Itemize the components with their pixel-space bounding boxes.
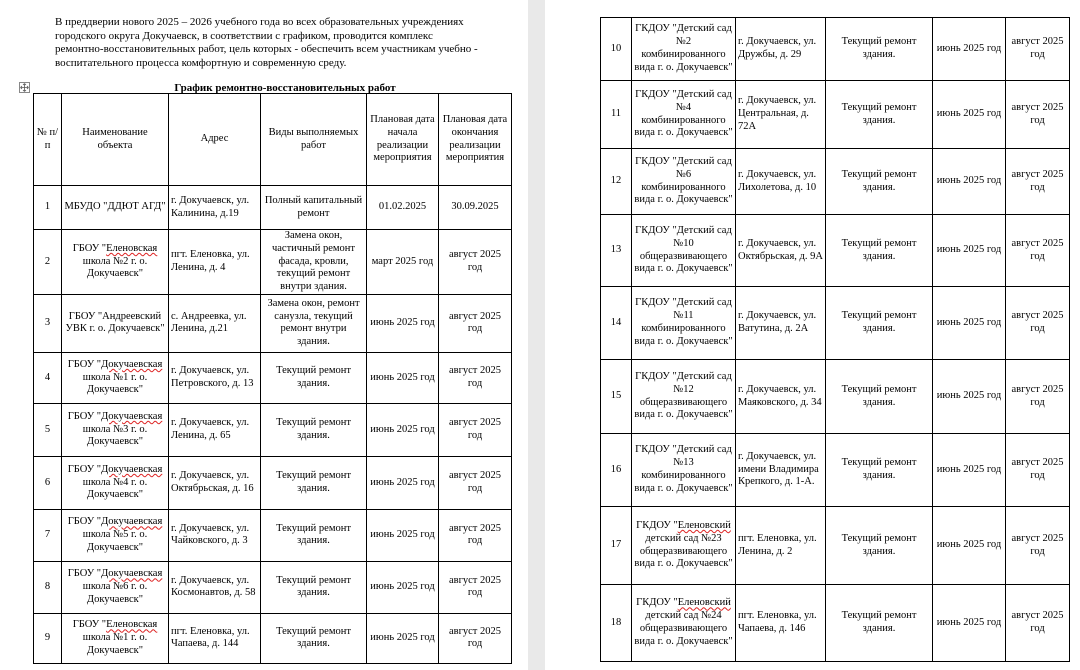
row-end: 30.09.2025 — [439, 186, 512, 230]
row-works: Текущий ремонт здания. — [261, 403, 367, 456]
row-name: ГБОУ "Докучаевская школа №5 г. о. Докучаевск" — [62, 509, 169, 561]
row-works: Замена окон, частичный ремонт фасада, кровли, текущий ремонт внутри здания. — [261, 230, 367, 295]
intro-paragraph — [55, 16, 505, 70]
row-address: г. Докучаевск, ул. Ватутина, д. 2А — [736, 287, 826, 360]
row-num: 4 — [34, 352, 62, 403]
spellcheck-underline: Еленовская — [106, 242, 158, 254]
table-row — [601, 149, 1070, 215]
row-start: июнь 2025 год — [933, 149, 1006, 215]
spellcheck-underline: Докучаевская — [101, 410, 163, 422]
row-end: август 2025 год — [439, 294, 512, 352]
row-end: август 2025 год — [439, 230, 512, 295]
header-address: Адрес — [169, 94, 261, 186]
intro-line: ремонтно-восстановительных работ, цель которых - обеспечить всем участникам учебно - — [55, 43, 478, 56]
row-end: август 2025 год — [1006, 360, 1070, 434]
table-row — [34, 403, 512, 456]
row-address: пгт. Еленовка, ул. Ленина, д. 2 — [736, 507, 826, 585]
row-num: 13 — [601, 215, 632, 287]
table-row — [601, 215, 1070, 287]
row-name: ГКДОУ "Еленовский детский сад №23 общеразвивающего вида г. о. Докучаевск" — [632, 507, 736, 585]
row-end: август 2025 год — [439, 456, 512, 509]
row-address: г. Докучаевск, ул. Октябрьская, д. 16 — [169, 456, 261, 509]
row-end: август 2025 год — [439, 561, 512, 613]
row-works: Текущий ремонт здания. — [261, 561, 367, 613]
table-row — [34, 561, 512, 613]
row-address: пгт. Еленовка, ул. Чапаева, д. 144 — [169, 613, 261, 663]
row-works: Текущий ремонт здания. — [826, 434, 933, 507]
row-name: ГБОУ "Еленовская школа №2 г. о. Докучаевск" — [62, 230, 169, 295]
row-address: г. Докучаевск, ул. Чайковского, д. 3 — [169, 509, 261, 561]
row-start: июнь 2025 год — [367, 403, 439, 456]
row-name: МБУДО "ДДЮТ АГД" — [62, 186, 169, 230]
intro-line: воспитательного процесса комфортную и современную среду. — [55, 56, 347, 69]
row-works: Текущий ремонт здания. — [826, 215, 933, 287]
row-start: июнь 2025 год — [933, 434, 1006, 507]
row-works: Текущий ремонт здания. — [261, 352, 367, 403]
spellcheck-underline: Докучаевская — [101, 568, 163, 580]
header-end: Плановая дата окончания реализации мероприятия — [439, 94, 512, 186]
row-start: июнь 2025 год — [933, 585, 1006, 662]
table-title: График ремонтно-восстановительных работ — [174, 82, 396, 94]
row-end: август 2025 год — [1006, 287, 1070, 360]
row-address: г. Докучаевск, ул. Маяковского, д. 34 — [736, 360, 826, 434]
row-end: август 2025 год — [439, 403, 512, 456]
row-start: июнь 2025 год — [367, 294, 439, 352]
row-num: 17 — [601, 507, 632, 585]
spellcheck-underline: Докучаевская — [101, 463, 163, 475]
header-name: Наименование объекта — [62, 94, 169, 186]
row-num: 5 — [34, 403, 62, 456]
table-move-handle-icon[interactable] — [19, 82, 30, 93]
repair-schedule-table-right — [600, 17, 1070, 662]
row-end: август 2025 год — [1006, 434, 1070, 507]
table-row — [34, 509, 512, 561]
row-num: 2 — [34, 230, 62, 295]
row-works: Текущий ремонт здания. — [826, 81, 933, 149]
row-works: Текущий ремонт здания. — [826, 149, 933, 215]
table-row — [601, 18, 1070, 81]
row-address: пгт. Еленовка, ул. Ленина, д. 4 — [169, 230, 261, 295]
table-row — [601, 81, 1070, 149]
row-end: август 2025 год — [1006, 149, 1070, 215]
table-row — [34, 352, 512, 403]
table-header-row — [34, 94, 512, 186]
spellcheck-underline: Еленовский — [677, 519, 731, 531]
row-name: ГБОУ "Андреевский УВК г. о. Докучаевск" — [62, 294, 169, 352]
row-num: 14 — [601, 287, 632, 360]
header-works: Виды выполняемых работ — [261, 94, 367, 186]
table-row — [601, 287, 1070, 360]
table-row — [34, 230, 512, 295]
spellcheck-underline: Еленовский — [677, 597, 731, 609]
row-end: август 2025 год — [1006, 18, 1070, 81]
row-start: июнь 2025 год — [933, 507, 1006, 585]
row-address: г. Докучаевск, ул. Калинина, д.19 — [169, 186, 261, 230]
row-address: г. Докучаевск, ул. Петровского, д. 13 — [169, 352, 261, 403]
row-start: июнь 2025 год — [367, 561, 439, 613]
row-works: Текущий ремонт здания. — [261, 509, 367, 561]
row-end: август 2025 год — [439, 509, 512, 561]
row-start: июнь 2025 год — [933, 360, 1006, 434]
row-end: август 2025 год — [1006, 507, 1070, 585]
spellcheck-underline: Еленовская — [106, 619, 158, 631]
row-num: 18 — [601, 585, 632, 662]
row-address: г. Докучаевск, ул. Космонавтов, д. 58 — [169, 561, 261, 613]
row-name: ГКДОУ "Детский сад №13 комбинированного вида г. о. Докучаевск" — [632, 434, 736, 507]
row-start: июнь 2025 год — [367, 456, 439, 509]
row-name: ГБОУ "Докучаевская школа №1 г. о. Докучаевск" — [62, 352, 169, 403]
row-name: ГБОУ "Еленовская школа №1 г. о. Докучаевск" — [62, 613, 169, 663]
row-address: г. Докучаевск, ул. Ленина, д. 65 — [169, 403, 261, 456]
row-name: ГКДОУ "Детский сад №6 комбинированного вида г. о. Докучаевск" — [632, 149, 736, 215]
row-num: 12 — [601, 149, 632, 215]
row-name: ГБОУ "Докучаевская школа №6 г. о. Докучаевск" — [62, 561, 169, 613]
row-end: август 2025 год — [1006, 215, 1070, 287]
table-row — [34, 294, 512, 352]
table-row — [34, 613, 512, 663]
row-works: Текущий ремонт здания. — [261, 613, 367, 663]
row-address: с. Андреевка, ул. Ленина, д.21 — [169, 294, 261, 352]
row-num: 6 — [34, 456, 62, 509]
row-start: июнь 2025 год — [367, 352, 439, 403]
row-works: Полный капитальный ремонт — [261, 186, 367, 230]
row-name: ГКДОУ "Детский сад №11 комбинированного вида г. о. Докучаевск" — [632, 287, 736, 360]
row-num: 11 — [601, 81, 632, 149]
table-row — [601, 360, 1070, 434]
table-row — [601, 434, 1070, 507]
row-name: ГКДОУ "Детский сад №4 комбинированного вида г. о. Докучаевск" — [632, 81, 736, 149]
row-name: ГБОУ "Докучаевская школа №4 г. о. Докучаевск" — [62, 456, 169, 509]
row-works: Текущий ремонт здания. — [826, 585, 933, 662]
row-name: ГКДОУ "Еленовский детский сад №24 общеразвивающего вида г. о. Докучаевск" — [632, 585, 736, 662]
row-address: пгт. Еленовка, ул. Чапаева, д. 146 — [736, 585, 826, 662]
row-num: 7 — [34, 509, 62, 561]
row-works: Текущий ремонт здания. — [826, 507, 933, 585]
table-row — [34, 186, 512, 230]
row-start: июнь 2025 год — [367, 509, 439, 561]
row-end: август 2025 год — [439, 352, 512, 403]
row-name: ГКДОУ "Детский сад №2 комбинированного вида г. о. Докучаевск" — [632, 18, 736, 81]
row-address: г. Докучаевск, ул. имени Владимира Крепкого, д. 1-А. — [736, 434, 826, 507]
spellcheck-underline: Докучаевская — [101, 516, 163, 528]
row-end: август 2025 год — [1006, 585, 1070, 662]
row-end: август 2025 год — [439, 613, 512, 663]
row-num: 16 — [601, 434, 632, 507]
row-num: 10 — [601, 18, 632, 81]
table-row — [34, 456, 512, 509]
row-start: июнь 2025 год — [933, 287, 1006, 360]
header-num: № п/п — [34, 94, 62, 186]
row-start: июнь 2025 год — [367, 613, 439, 663]
row-address: г. Докучаевск, ул. Октябрьская, д. 9А — [736, 215, 826, 287]
row-num: 9 — [34, 613, 62, 663]
document-page-left — [0, 0, 528, 670]
row-num: 1 — [34, 186, 62, 230]
row-works: Текущий ремонт здания. — [826, 360, 933, 434]
row-num: 15 — [601, 360, 632, 434]
table-row — [601, 585, 1070, 662]
row-name: ГКДОУ "Детский сад №10 общеразвивающего вида г. о. Докучаевск" — [632, 215, 736, 287]
row-num: 3 — [34, 294, 62, 352]
row-address: г. Докучаевск, ул. Центральная, д. 72А — [736, 81, 826, 149]
row-end: август 2025 год — [1006, 81, 1070, 149]
row-start: июнь 2025 год — [933, 81, 1006, 149]
header-start: Плановая дата начала реализации мероприятия — [367, 94, 439, 186]
row-works: Замена окон, ремонт санузла, текущий ремонт внутри здания. — [261, 294, 367, 352]
row-name: ГКДОУ "Детский сад №12 общеразвивающего вида г. о. Докучаевск" — [632, 360, 736, 434]
row-start: 01.02.2025 — [367, 186, 439, 230]
row-start: июнь 2025 год — [933, 18, 1006, 81]
row-works: Текущий ремонт здания. — [826, 287, 933, 360]
row-start: июнь 2025 год — [933, 215, 1006, 287]
row-address: г. Докучаевск, ул. Лихолетова, д. 10 — [736, 149, 826, 215]
row-works: Текущий ремонт здания. — [826, 18, 933, 81]
repair-schedule-table-left — [33, 93, 512, 664]
intro-line: В преддверии нового 2025 – 2026 учебного года во всех образовательных учреждениях — [55, 16, 464, 28]
intro-line: городского округа Докучаевск, в соответствии с графиком, проводится комплекс — [55, 29, 433, 42]
row-address: г. Докучаевск, ул. Дружбы, д. 29 — [736, 18, 826, 81]
row-num: 8 — [34, 561, 62, 613]
row-name: ГБОУ "Докучаевская школа №3 г. о. Докучаевск" — [62, 403, 169, 456]
table-row — [601, 507, 1070, 585]
row-works: Текущий ремонт здания. — [261, 456, 367, 509]
row-start: март 2025 год — [367, 230, 439, 295]
spellcheck-underline: Докучаевская — [101, 358, 163, 370]
